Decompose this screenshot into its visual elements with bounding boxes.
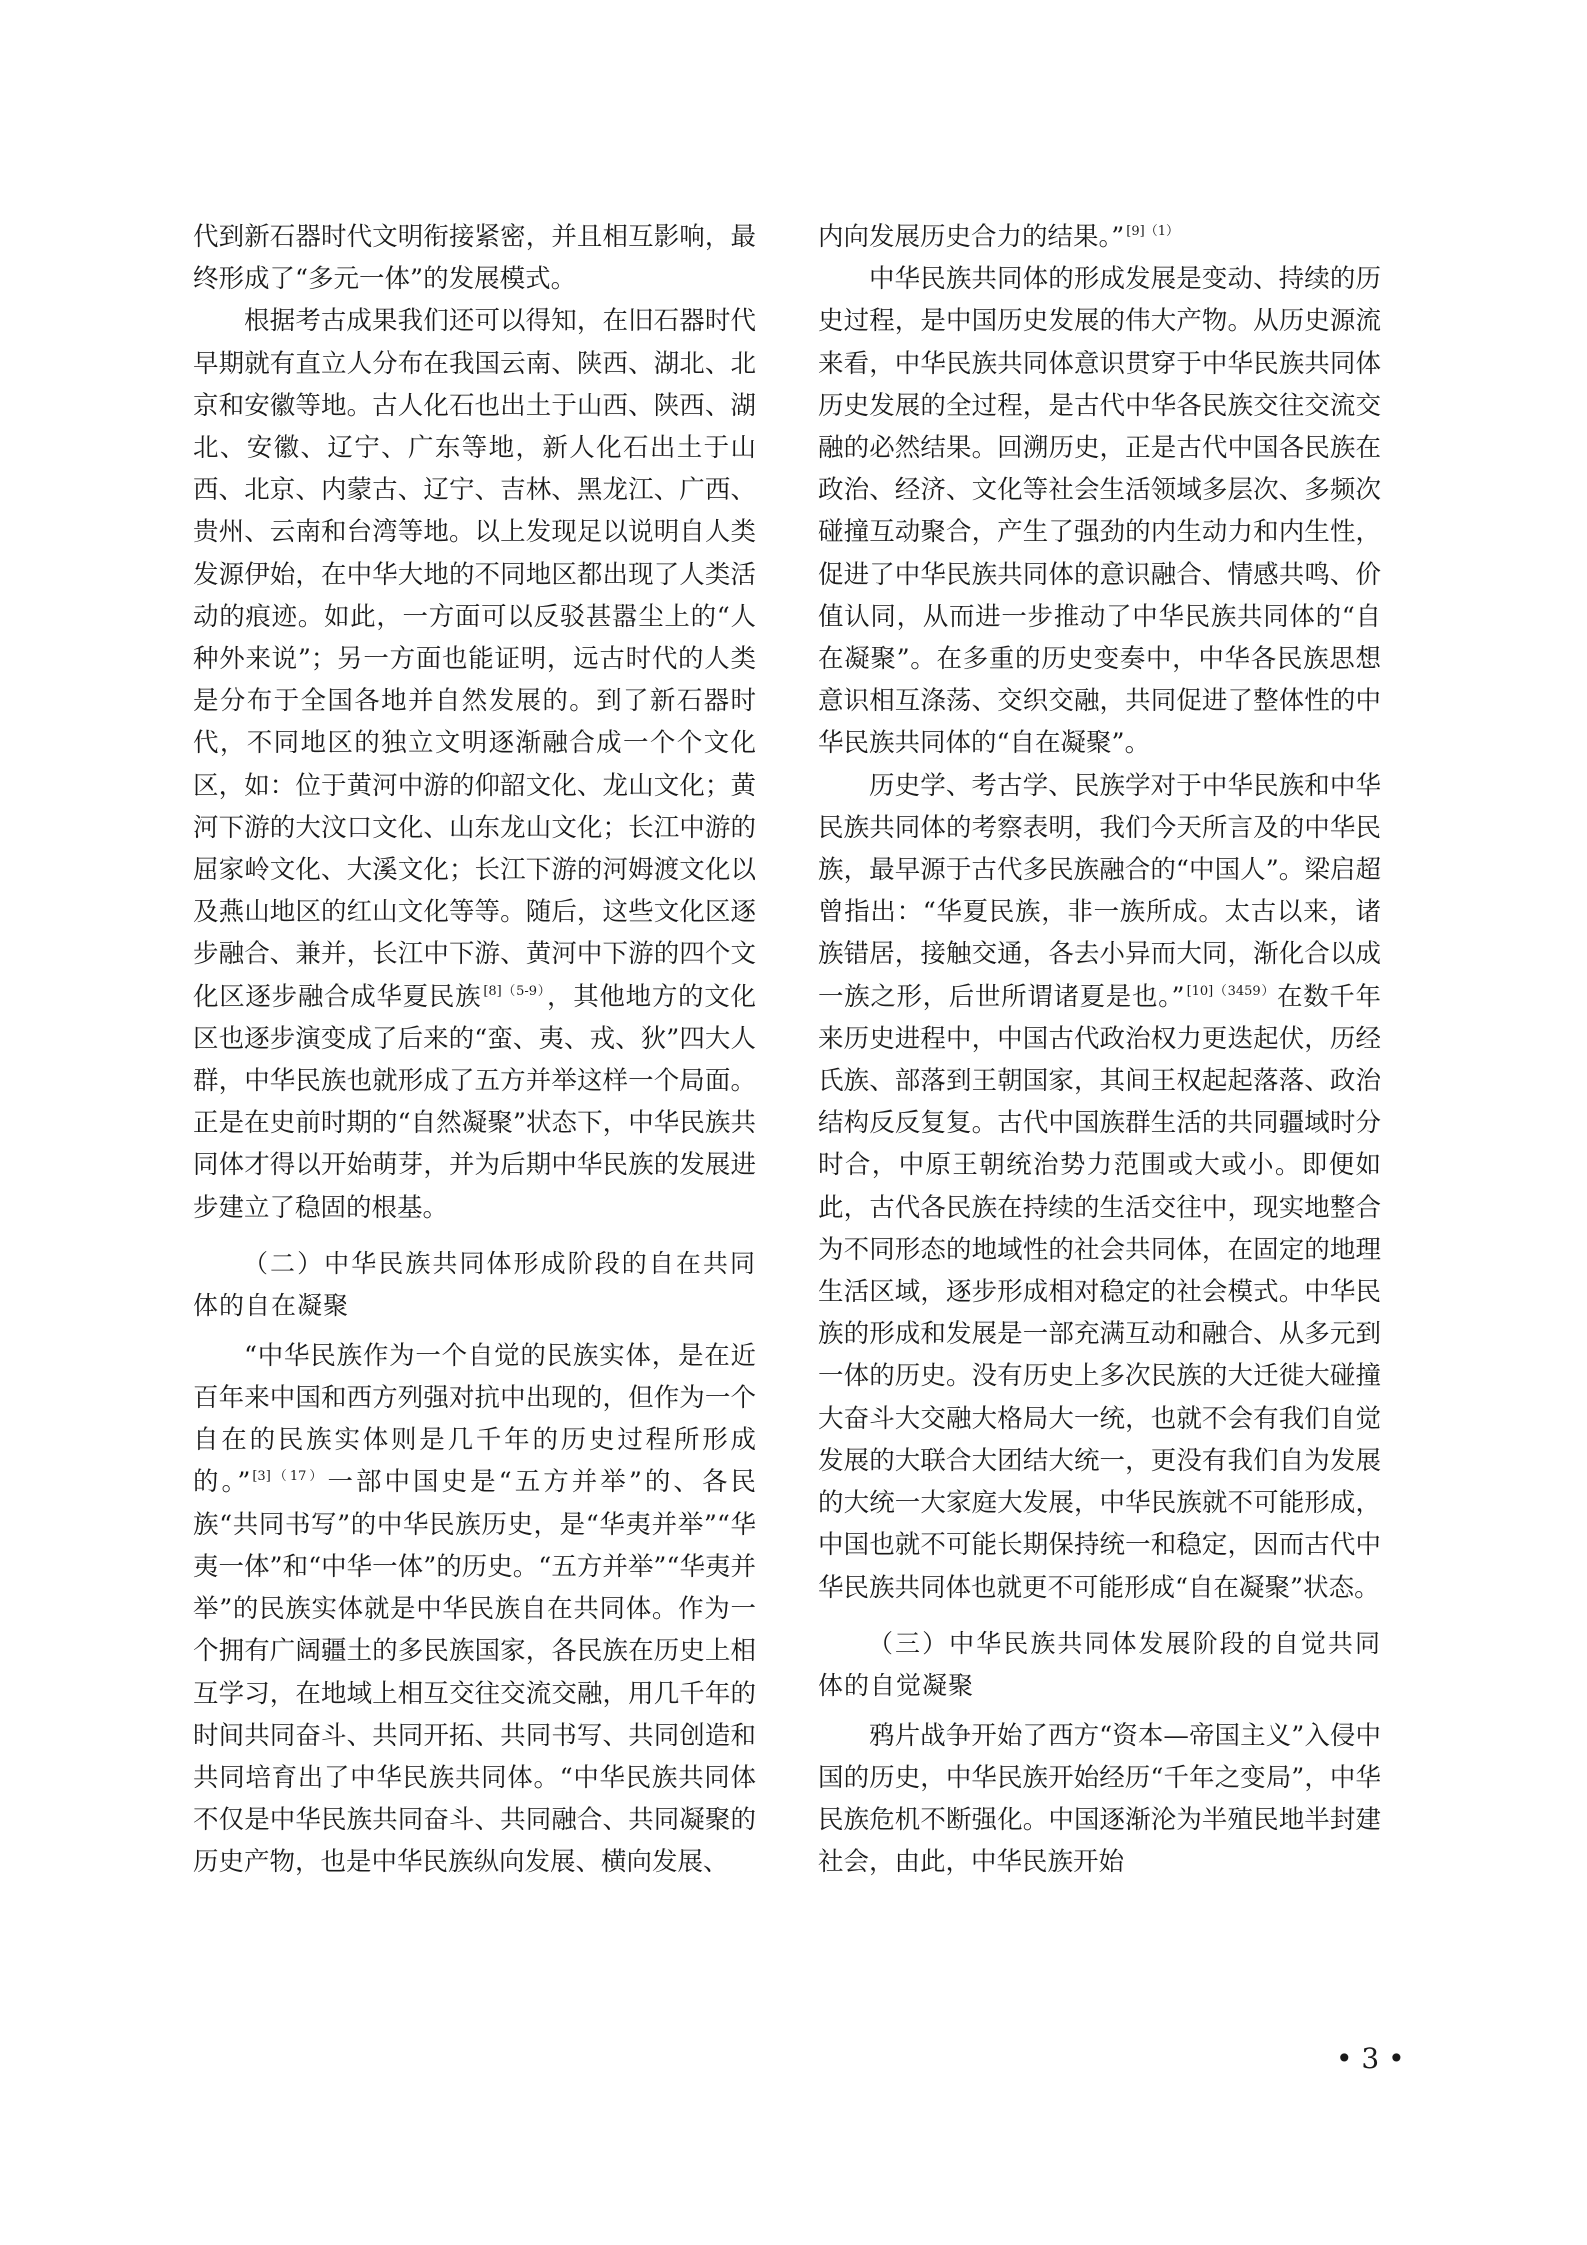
paragraph-text: 在数千年来历史进程中，中国古代政治权力更迭起伏，历经氏族、部落到王朝国家，其间王权起起落落、政治结构反反复复。古代中国族群生活的共同疆域时分时合，中原王朝统治势力范围或大或小。即便如此，古代各民族在持续的生活交往中，现实地整合为不同形态的地域性的社会共同体，在固定的地理生活区域，逐步形成相对稳定的社会模式。中华民族的形成和发展是一部充满互动和融合、从多元到一体的历史。没有历史上多次民族的大迁徙大碰撞大奋斗大交融大格局大一统，也就不会有我们自觉发展的大联合大团结大统一，更没有我们自为发展的大统一大家庭大发展，中华民族就不可能形成，中国也就不可能长期保持统一和稳定，因而古代中华民族共同体也就更不可能形成“自在凝聚”状态。 bbox=[818, 981, 1381, 1603]
paragraph-text: “中华民族作为一个自觉的民族实体，是在近百年来中国和西方列强对抗中出现的，但作为一个自在的民族实体则是几千年的历史过程所形成的。” bbox=[193, 1340, 756, 1498]
citation: [8]（5-9） bbox=[483, 983, 545, 999]
right-column bbox=[818, 216, 1381, 1884]
paragraph: 中华民族共同体的形成发展是变动、持续的历史过程，是中国历史发展的伟大产物。从历史源流来看，中华民族共同体意识贯穿于中华民族共同体历史发展的全过程，是古代中华各民族交往交流交融的必然结果。回溯历史，正是古代中国各民族在政治、经济、文化等社会生活领域多层次、多频次碰撞互动聚合，产生了强劲的内生动力和内生性，促进了中华民族共同体的意识融合、情感共鸣、价值认同，从而进一步推动了中华民族共同体的“自在凝聚”。在多重的历史变奏中，中华各民族思想意识相互涤荡、交织交融，共同促进了整体性的中华民族共同体的“自在凝聚”。 bbox=[818, 264, 1381, 759]
left-column bbox=[193, 216, 756, 1884]
paragraph bbox=[818, 765, 1381, 1609]
paragraph-text: 历史学、考古学、民族学对于中华民族和中华民族共同体的考察表明，我们今天所言及的中华民族，最早源于古代多民族融合的“中国人”。梁启超曾指出：“华夏民族，非一族所成。太古以来，诸族错居，接触交通，各去小异而大同，渐化合以成一族之形，后世所谓诸夏是也。” bbox=[818, 770, 1381, 1012]
section-heading: （三）中华民族共同体发展阶段的自觉共同体的自觉凝聚 bbox=[818, 1628, 1381, 1700]
citation: [3]（17） bbox=[252, 1469, 326, 1485]
paragraph-text: 根据考古成果我们还可以得知，在旧石器时代早期就有直立人分布在我国云南、陕西、湖北、北京和安徽等地。古人化石也出土于山西、陕西、湖北、安徽、辽宁、广东等地，新人化石出土于山西、北京、内蒙古、辽宁、吉林、黑龙江、广西、贵州、云南和台湾等地。以上发现足以说明自人类发源伊始，在中华大地的不同地区都出现了人类活动的痕迹。如此，一方面可以反驳甚嚣尘上的“人种外来说”；另一方面也能证明，远古时代的人类是分布于全国各地并自然发展的。到了新石器时代，不同地区的独立文明逐渐融合成一个个文化区，如：位于黄河中游的仰韶文化、龙山文化；黄河下游的大汶口文化、山东龙山文化；长江中游的屈家岭文化、大溪文化；长江下游的河姆渡文化以及燕山地区的红山文化等等。随后，这些文化区逐步融合、兼并，长江中下游、黄河中下游的四个文化区逐步融合成华夏民族 bbox=[193, 306, 756, 1012]
paragraph: 代到新石器时代文明衔接紧密，并且相互影响，最终形成了“多元一体”的发展模式。 bbox=[193, 222, 756, 295]
citation: [9]（1） bbox=[1126, 224, 1179, 239]
page-number: • 3 • bbox=[1336, 2042, 1405, 2075]
section-heading: （二）中华民族共同体形成阶段的自在共同体的自在凝聚 bbox=[193, 1248, 756, 1320]
citation: [10]（3459） bbox=[1186, 983, 1275, 999]
paragraph bbox=[193, 1335, 756, 1884]
paragraph-text: ，其他地方的文化区也逐步演变成了后来的“蛮、夷、戎、狄”四大人群，中华民族也就形成了五方并举这样一个局面。正是在史前时期的“自然凝聚”状态下，中华民族共同体才得以开始萌芽，并为后期中华民族的发展进步建立了稳固的根基。 bbox=[193, 981, 756, 1223]
paragraph: 鸦片战争开始了西方“资本—帝国主义”入侵中国的历史，中华民族开始经历“千年之变局”，中华民族危机不断强化。中国逐渐沦为半殖民地半封建社会，由此，中华民族开始 bbox=[818, 1720, 1381, 1878]
paragraph-text: 一部中国史是“五方并举”的、各民族“共同书写”的中华民族历史，是“华夷并举”“华夷一体”和“中华一体”的历史。“五方并举”“华夷并举”的民族实体就是中华民族自在共同体。作为一个拥有广阔疆土的多民族国家，各民族在历史上相互学习，在地域上相互交往交流交融，用几千年的时间共同奋斗、共同开拓、共同书写、共同创造和共同培育出了中华民族共同体。“中华民族共同体不仅是中华民族共同奋斗、共同融合、共同凝聚的历史产物，也是中华民族纵向发展、横向发展、 bbox=[193, 1467, 756, 1878]
paragraph bbox=[193, 300, 756, 1228]
paragraph bbox=[818, 216, 1381, 258]
paragraph-text: 内向发展历史合力的结果。” bbox=[818, 222, 1125, 252]
